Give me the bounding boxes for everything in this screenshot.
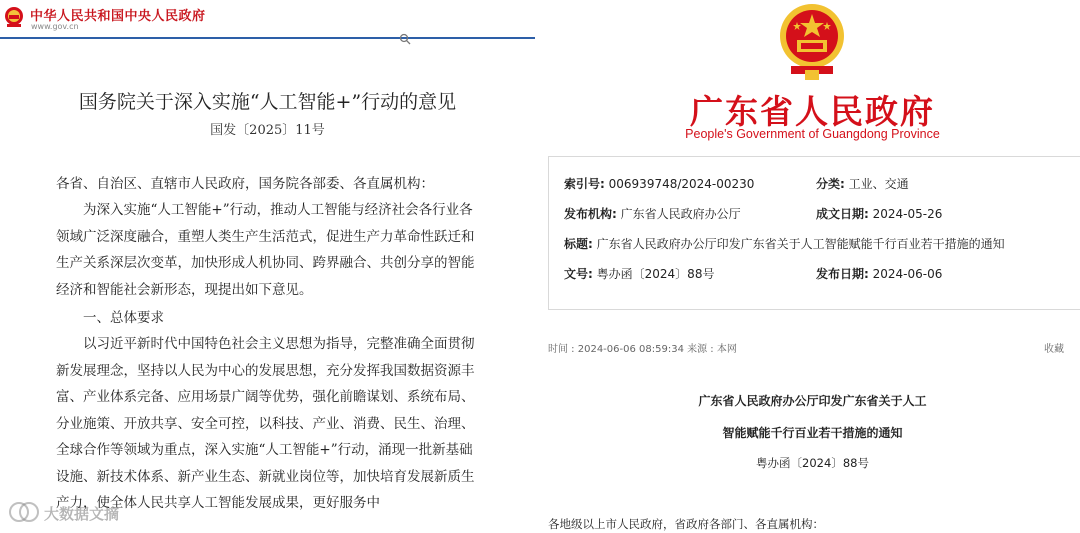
publish-meta: 时间 : 2024-06-06 08:59:34 来源 : 本网 [548, 344, 737, 355]
info-label: 标题: [564, 237, 593, 251]
central-gov-document-panel [0, 0, 535, 533]
info-issuer [564, 205, 741, 222]
info-value: 广东省人民政府办公厅 [620, 207, 741, 221]
provincial-gov-title: 广东省人民政府 [690, 92, 935, 131]
info-value: 工业、交通 [848, 177, 909, 191]
info-value: 广东省人民政府办公厅印发广东省关于人工智能赋能千行百业若干措施的通知 [596, 237, 1005, 251]
info-label: 分类: [816, 177, 845, 191]
article-title-line: 智能赋能千行百业若干措施的通知 [722, 426, 903, 440]
article-title-line: 广东省人民政府办公厅印发广东省关于人工 [698, 394, 927, 408]
national-emblem-icon [4, 6, 24, 28]
header-divider [0, 37, 535, 39]
section-heading: 一、总体要求 [83, 310, 164, 326]
article-salutation: 各地级以上市人民政府，省政府各部门、各直属机构： [548, 517, 824, 531]
guangdong-gov-document-panel [545, 0, 1080, 533]
info-category [816, 175, 909, 192]
info-value: 006939748/2024-00230 [608, 177, 755, 191]
document-paragraph: 以习近平新时代中国特色社会主义思想为指导，完整准确全面贯彻新发展理念，坚持以人民为中心的发展思想，充分发挥我国数据资源丰富、产业体系完备、应用场景广阔等优势，强化前瞻谋划、系统布局、分业施策、开放共享、安全可控，以科技、产业、消费、民生、治理、全球合作等领域为重点，深入实施“人工智能+”行动，涌现一批新基础设施、新技术体系、新产业生态、新就业岗位等，加快培育发展新质生产力，使全体人民共享人工智能发展成果，更好服务中 [56, 336, 475, 511]
info-value: 2024-05-26 [872, 207, 943, 221]
info-value: 2024-06-06 [872, 267, 943, 281]
info-label: 发布日期: [816, 267, 869, 281]
provincial-gov-english-title: People's Government of Guangdong Province [685, 127, 940, 141]
watermark-text: 大数据文摘 [44, 505, 120, 523]
document-number: 国发〔2025〕11号 [210, 123, 325, 138]
article-number: 粤办函〔2024〕88号 [756, 456, 869, 470]
document-salutation: 各省、自治区、直辖市人民政府，国务院各部委、各直属机构： [56, 176, 434, 192]
document-info-table [548, 156, 1080, 310]
info-value: 粤办函〔2024〕88号 [596, 267, 715, 281]
info-written-date [816, 205, 942, 222]
info-label: 索引号: [564, 177, 605, 191]
info-doc-number [564, 265, 714, 282]
document-paragraph: 为深入实施“人工智能+”行动，推动人工智能与经济社会各行业各领域广泛深度融合，重塑人类生产生活范式，促进生产力革命性跃迁和生产关系深层次变革，加快形成人机协同、跨界融合、共创分享的智能经济和智能社会新形态，现提出如下意见。 [56, 202, 475, 298]
site-title[interactable]: 中华人民共和国中央人民政府 [30, 9, 206, 24]
info-label: 成文日期: [816, 207, 869, 221]
info-publish-date [816, 265, 942, 282]
site-header [0, 0, 535, 36]
info-label: 文号: [564, 267, 593, 281]
info-title [564, 235, 1005, 252]
document-title: 国务院关于深入实施“人工智能+”行动的意见 [78, 91, 457, 113]
info-label: 发布机构: [564, 207, 617, 221]
watermark-logo-icon [6, 499, 40, 525]
national-emblem-icon [777, 2, 847, 80]
search-icon[interactable] [399, 33, 411, 45]
site-url: www.gov.cn [31, 22, 79, 31]
info-index [564, 175, 754, 192]
favorite-link[interactable]: 收藏 [1044, 344, 1064, 355]
